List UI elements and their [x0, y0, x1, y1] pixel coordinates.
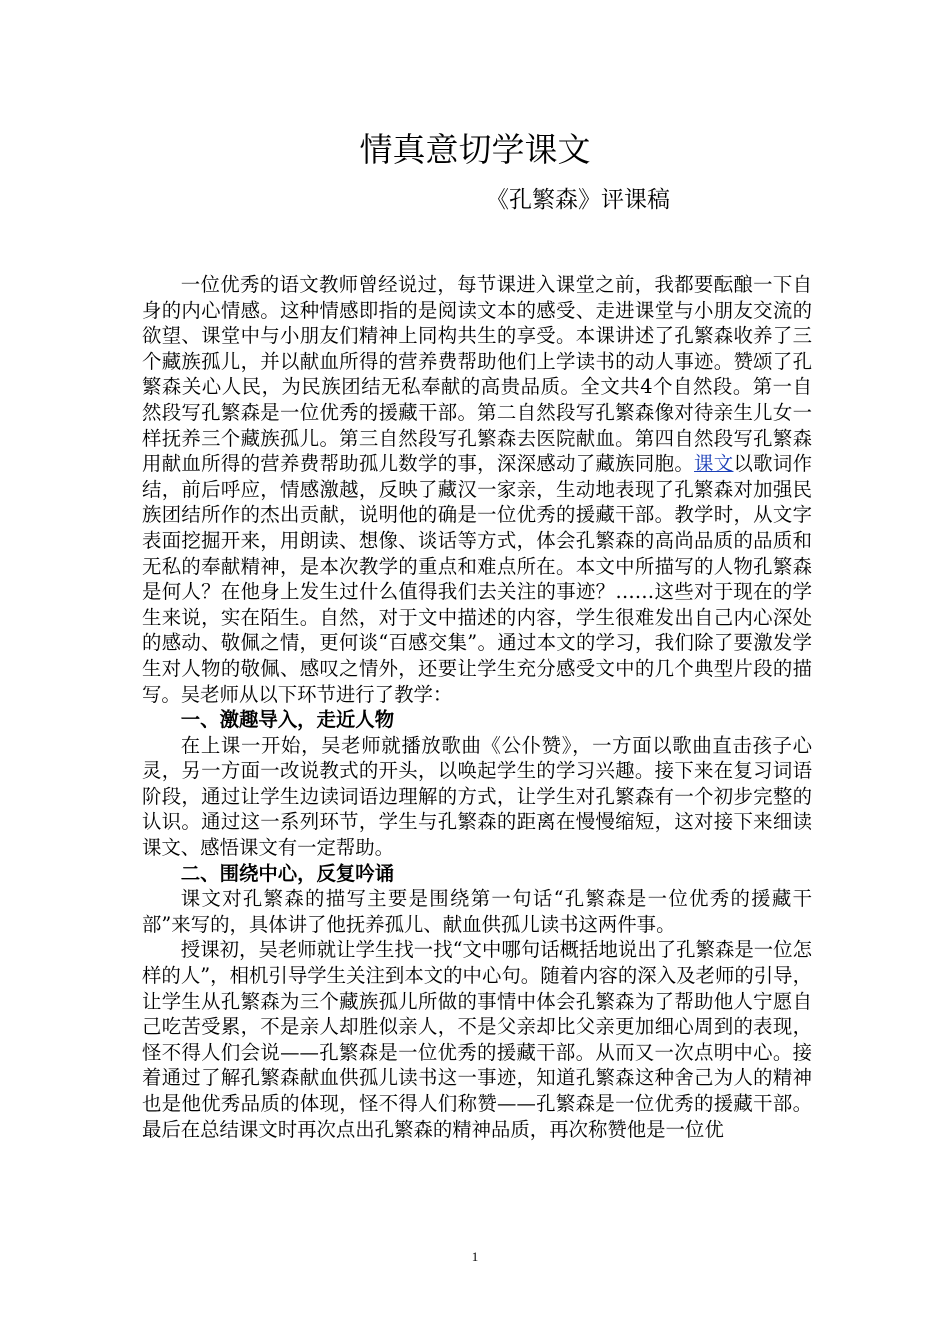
- document-title: 情真意切学课文: [359, 130, 591, 169]
- page-number: 1: [471, 1249, 479, 1264]
- section-heading-1: 一、激趣导入，走近人物: [180, 708, 395, 732]
- paragraph-intro: [142, 272, 812, 707]
- intro-text-after-link: 以歌词作结，前后呼应，情感激越，反映了藏汉一家亲，生动地表现了孔繁森对加强民族团结所作的杰出贡献，说明他的确是一位优秀的援藏干部。教学时，从文字表面挖掘开来，用朗读、想像、谈话等方式，体会孔繁森的高尚品质的品质和无私的奉献精神，是本次教学的重点和难点所在。本文中所描写的人物孔繁森是何人？在他身上发生过什么值得我们去关注的事迹？……这些对于现在的学生来说，实在陌生。自然，对于文中描述的内容，学生很难发出自己内心深处的感动、敬佩之情，更何谈“百感交集”。通过本文的学习，我们除了要激发学生对人物的敬佩、感叹之情外，还要让学生充分感受文中的几个典型片段的描写。吴老师从以下环节进行了教学：: [142, 452, 813, 706]
- document-subtitle: 《孔繁森》评课稿: [486, 187, 670, 213]
- paragraph-section-2b: 授课初，吴老师就让学生找一找“文中哪句话概括地说出了孔繁森是一位怎样的人”，相机引导学生关注到本文的中心句。随着内容的深入及老师的引导，让学生从孔繁森为三个藏族孤儿所做的事情中体会孔繁森为了帮助他人宁愿自己吃苦受累，不是亲人却胜似亲人，不是父亲却比父亲更加细心周到的表现，怪不得人们会说——孔繁森是一位优秀的援藏干部。从而又一次点明中心。接着通过了解孔繁森献血供孤儿读书这一事迹，知道孔繁森这种舍己为人的精神也是他优秀品质的体现，怪不得人们称赞——孔繁森是一位优秀的援藏干部。最后在总结课文时再次点出孔繁森的精神品质，再次称赞他是一位优: [142, 938, 812, 1141]
- document-body: [142, 272, 812, 1142]
- intro-text-before-link: 一位优秀的语文教师曾经说过，每节课进入课堂之前，我都要酝酿一下自身的内心情感。这种情感即指的是阅读文本的感受、走进课堂与小朋友交流的欲望、课堂中与小朋友们精神上同构共生的享受。本课讲述了孔繁森收养了三个藏族孤儿，并以献血所得的营养费帮助他们上学读书的动人事迹。赞颂了孔繁森关心人民，为民族团结无私奉献的高贵品质。全文共4个自然段。第一自然段写孔繁森是一位优秀的援藏干部。第二自然段写孔繁森像对待亲生儿女一样抚养三个藏族孤儿。第三自然段写孔繁森去医院献血。第四自然段写孔繁森用献血所得的营养费帮助孤儿数学的事，深深感动了藏族同胞。: [142, 273, 812, 476]
- paragraph-section-1: 在上课一开始，吴老师就播放歌曲《公仆赞》，一方面以歌曲直击孩子心灵，另一方面一改说教式的开头，以唤起学生的学习兴趣。接下来在复习词语阶段，通过让学生边读词语边理解的方式，让学生对孔繁森有一个初步完整的认识。通过这一系列环节，学生与孔繁森的距离在慢慢缩短，这对接下来细读课文、感悟课文有一定帮助。: [142, 733, 812, 860]
- kewen-link[interactable]: 课文: [694, 452, 734, 476]
- section-heading-2: 二、围绕中心，反复吟诵: [180, 861, 395, 885]
- paragraph-section-2a: 课文对孔繁森的描写主要是围绕第一句话“孔繁森是一位优秀的援藏干部”来写的，具体讲了他抚养孤儿、献血供孤儿读书这两件事。: [142, 887, 812, 936]
